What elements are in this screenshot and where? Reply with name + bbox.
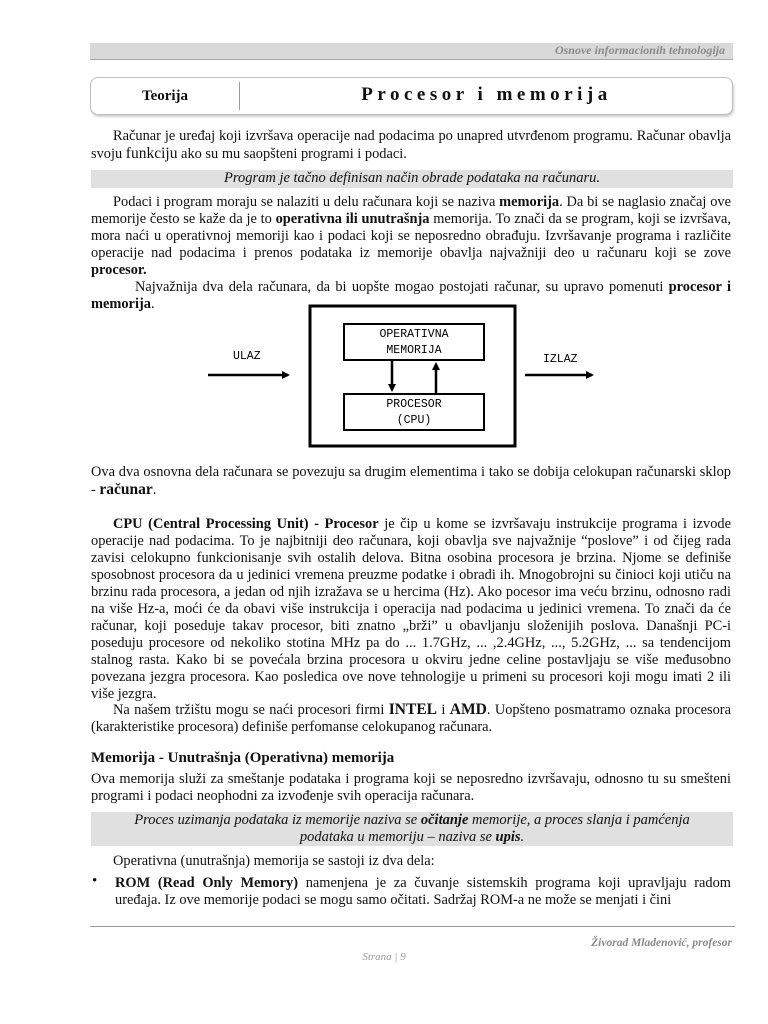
program-word: Program — [223, 170, 276, 186]
process-box — [91, 812, 733, 846]
citanje-bold: očitanje — [420, 812, 469, 828]
input-label: ULAZ — [233, 350, 261, 363]
program-definition — [91, 170, 733, 188]
memorija-bold: memorija — [499, 194, 560, 210]
procesor-bold: procesor. — [91, 262, 147, 278]
memory-heading: Memorija - Unutrašnja (Operativna) memorija — [91, 750, 395, 766]
rom-heading: ROM (Read Only Memory) — [115, 875, 298, 891]
intel-bold: INTEL — [388, 701, 437, 718]
title-box — [90, 77, 733, 115]
footer-author: Živorad Mladenović, profesor — [591, 937, 732, 949]
operativna-bold: operativna ili unutrašnja — [275, 211, 430, 227]
page-number-line — [0, 951, 768, 963]
racunar-bold: računar — [99, 481, 153, 498]
intro-text-1: Računar je uređaj koji izvršava operacije nad podacima po unapred utvrđenom programu. Računar obavlja svoju — [91, 128, 731, 162]
market-text-1: Na našem tržištu mogu se naći procesori firmi — [113, 702, 389, 718]
cpu-heading: CPU (Central Processing Unit) - Procesor — [113, 516, 379, 532]
memory-description-text: Ova memorija služi za smeštanje podataka i programa koji se neposredno izvršavaju, odnosno tu su smešteni programi i podaci neophodni za izvođenje svih operacija računara. — [91, 771, 731, 804]
process-text-1: Proces uzimanja podataka iz memorije naziva se — [134, 812, 421, 828]
computer-period: . — [152, 482, 157, 498]
rom-text: namenjena je za čuvanje sistemskih programa koji upravljaju radom uređaja. Iz ove memorije podaci se mogu samo očitati. Sadržaj ROM-a ne može se menjati i čini — [115, 875, 731, 908]
intro-text-2: ako su mu saopšteni programi i podaci. — [177, 146, 407, 162]
program-definition-text: je tačno definisan način obrade podataka na računaru. — [275, 170, 601, 186]
market-paragraph — [91, 701, 731, 736]
computer-diagram — [200, 302, 600, 452]
memory-label-2: MEMORIJA — [386, 344, 442, 357]
cpu-paragraph — [91, 516, 731, 703]
procesor-memorija-bold: procesor i memorija — [91, 279, 731, 312]
page-label: Strana — [362, 951, 392, 963]
cpu-label-1: PROCESOR — [386, 398, 442, 411]
rom-bullet: • — [92, 873, 98, 889]
section-label: Teorija — [141, 88, 189, 104]
memory-description — [91, 771, 731, 805]
output-label: IZLAZ — [543, 353, 578, 366]
main-parts-period: . — [150, 296, 155, 312]
two-parts-paragraph — [91, 853, 731, 870]
market-text-2: . Uopšteno posmatramo oznaka procesora (karakteristike procesora) definiše perfomanse celokupanog računara. — [91, 702, 731, 735]
page-separator: | — [391, 951, 401, 963]
page-title: Procesor i memorija — [361, 84, 612, 105]
upis-bold: upis — [495, 829, 521, 845]
intro-funkciju: funkciju — [125, 145, 178, 162]
memory-text-2: . Da bi se naglasio značaj ove memorije često se kaže da je to — [91, 194, 732, 227]
book-title: Osnove informacionih tehnologija — [554, 43, 725, 57]
rom-item — [115, 875, 731, 909]
memory-text-3: memorija. To znači da se program, koji se izvršava, mora naći u operativnoj memoriji kao i podaci koji se neposredno obrađuju. Izvršavanje programa i različite operacije nad podacima i prenos podataka iz memorije obavlja najvažniji deo u računaru koji se zove — [91, 211, 732, 261]
footer-divider — [90, 926, 735, 927]
computer-paragraph — [91, 464, 731, 499]
process-text-2: memorije, a proces slanja i pamćenja podataka u memoriju – naziva se — [299, 812, 690, 845]
amd-bold: AMD — [449, 701, 487, 718]
memory-label-1: OPERATIVNA — [379, 328, 449, 341]
intro-paragraph — [91, 128, 731, 163]
computer-text: Ova dva osnovna dela računara se povezuju sa drugim elementima i tako se dobija celokupan računarski sklop - — [91, 464, 731, 498]
memory-text-1: Podaci i program moraju se nalaziti u delu računara koji se naziva — [113, 194, 500, 210]
main-parts-text: Najvažnija dva dela računara, da bi uopšte mogao postojati računar, su upravo pomenuti — [135, 279, 669, 295]
page-number: 9 — [400, 951, 406, 963]
process-period: . — [520, 829, 525, 845]
two-parts-text: Operativna (unutrašnja) memorija se sastoji iz dva dela: — [113, 853, 435, 869]
market-and: i — [437, 702, 450, 718]
cpu-label-2: (CPU) — [396, 414, 432, 427]
cpu-text: je čip u kome se izvršavaju instrukcije programa i izvode operacije nad podacima. To je najbitniji deo računara, koji obavlja sve najvažnije “poslove” i od čijeg rada zavisi celokupno funkcionisanje svih ostalih delova. Bitna osobina procesora je brzina. Njome se definiše sposobnost procesora da u jedinici vremena preuzme podatke i obradi ih. Mnogobrojni su činioci koji utiču na brzinu rada procesora, a jedan od njih izražava se u hercima (Hz). Ako pocesor ima veću brzinu, odnosno radi na više Hz-a, moći će da obavi više instrukcija i operacija nad podacima u jedinici vremena. To znači da će računar, koji poseduje takav procesor, biti znatno „brži” u obavljanju složenijih poslova. Današnji PC-i poseduju procesore od nekoliko stotina MHz pa do ... 1.7GHz, ... ,2.4GHz, ..., 5.2GHz, ... sa tendencijom stalnog rasta. Kako bi se povećala brzina procesora u okviru jedne celine postavljaju se više međusobno povezana jezgra procesora. Kao posledica ove nove tehnologije u primeni su procesori koji mogu imati 2 ili više jezgra. — [91, 516, 732, 702]
memory-paragraph — [91, 194, 731, 279]
header-bar — [90, 43, 733, 60]
title-divider — [239, 82, 240, 110]
